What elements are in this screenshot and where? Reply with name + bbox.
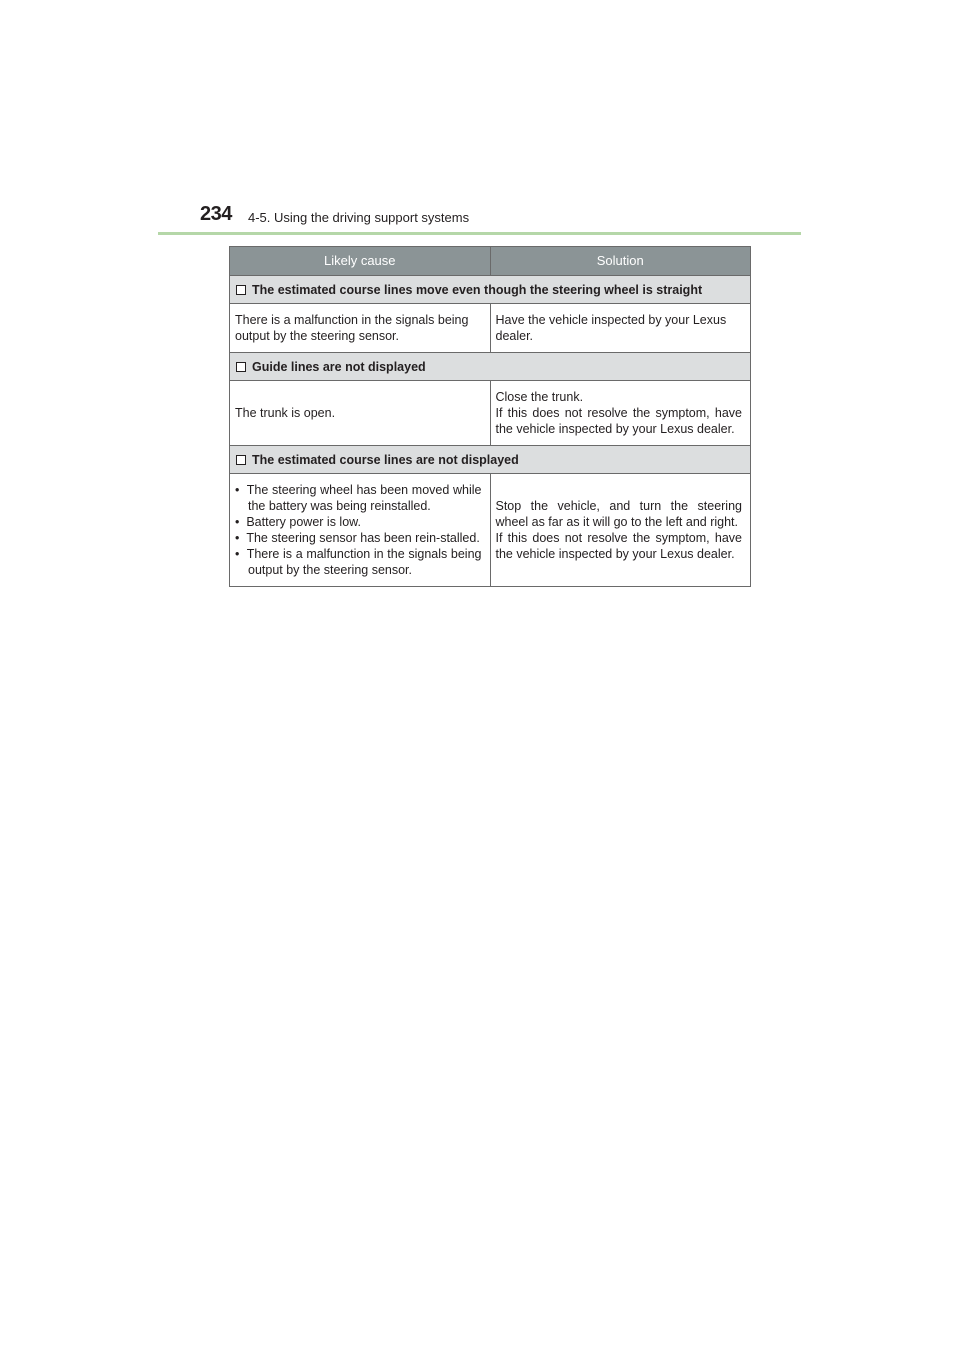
section-title: 4-5. Using the driving support systems: [248, 210, 470, 225]
symptom-heading: [230, 446, 751, 474]
solution-cell: Have the vehicle inspected by your Lexus dealer.: [490, 304, 751, 353]
column-header-solution: Solution: [490, 247, 751, 276]
solution-cell: [490, 474, 751, 587]
page-header: [200, 203, 800, 233]
cause-bullet: • There is a malfunction in the signals being output by the steering sensor.: [235, 547, 482, 577]
troubleshooting-table: [229, 246, 751, 587]
symptom-heading: [230, 353, 751, 381]
solution-line: If this does not resolve the symptom, have the vehicle inspected by your Lexus dealer.: [495, 531, 742, 561]
table-row: [230, 381, 751, 446]
symptom-text: The estimated course lines move even though the steering wheel is straight: [252, 282, 703, 297]
symptom-heading: [230, 276, 751, 304]
table-header-row: [230, 247, 751, 276]
cause-cell: The trunk is open.: [230, 381, 491, 446]
table-row: [230, 304, 751, 353]
solution-cell: [490, 381, 751, 446]
checkbox-square-icon: [236, 285, 246, 295]
symptom-row: [230, 276, 751, 304]
checkbox-square-icon: [236, 362, 246, 372]
cause-cell: There is a malfunction in the signals being output by the steering sensor.: [230, 304, 491, 353]
solution-line: Close the trunk.: [495, 390, 584, 404]
symptom-text: The estimated course lines are not displayed: [252, 452, 519, 467]
page-number: 234: [200, 203, 232, 225]
symptom-text: Guide lines are not displayed: [252, 359, 426, 374]
cause-bullet: • Battery power is low.: [235, 515, 361, 529]
symptom-row: [230, 446, 751, 474]
checkbox-square-icon: [236, 455, 246, 465]
cause-cell: [230, 474, 491, 587]
cause-bullet: • The steering wheel has been moved while the battery was being reinstalled.: [235, 483, 482, 513]
solution-line: Stop the vehicle, and turn the steering wheel as far as it will go to the left and right.: [495, 499, 742, 529]
header-rule: [158, 232, 801, 235]
cause-bullet: • The steering sensor has been rein-stalled.: [235, 531, 480, 545]
symptom-row: [230, 353, 751, 381]
solution-line: If this does not resolve the symptom, have the vehicle inspected by your Lexus dealer.: [495, 406, 742, 436]
table-row: [230, 474, 751, 587]
column-header-likely-cause: Likely cause: [230, 247, 491, 276]
